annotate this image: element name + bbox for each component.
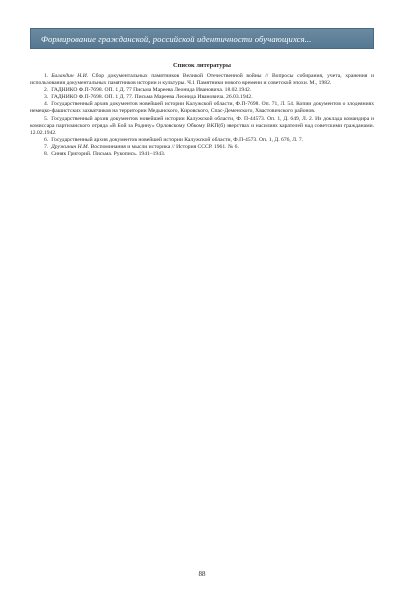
reference-number: 3. [44, 94, 49, 101]
reference-item [30, 137, 374, 144]
reference-item [30, 144, 374, 151]
reference-text: Государственный архив документов новейшей истории Калужской области, Ф.П-7698. Оп. 71, Л. 54. Копии документов о злодеяниях немецко-фашистских захватчиков на территории Медынского, Кировского, Спас-Деменского, Хвастовичского районов. [30, 101, 374, 115]
running-header-title: Формирование гражданской, российской идентичности обучающихся... [41, 33, 312, 44]
reference-number: 8. [44, 151, 49, 158]
reference-text: ГАДНИКО Ф.П-7698. ОП. 1 Д. 77 Письма Мареева Леонида Ивановича. 18.02.1942. [51, 87, 252, 94]
reference-author: Балакдин Н.И. [51, 73, 89, 79]
references-list [30, 73, 374, 158]
reference-item [30, 101, 374, 115]
reference-text: Государственный архив документов новейшей истории Калужской области, Ф.П-4573. Оп. 1, Д. 676, Л. 7. [51, 136, 304, 143]
reference-number: 7. [44, 143, 49, 150]
references-heading: Список литературы [173, 62, 231, 69]
reference-item [30, 73, 374, 87]
reference-text: Воспоминания и мысли историка // История СССР. 1961. № 6. [89, 143, 239, 150]
reference-number: 5. [44, 115, 49, 122]
reference-text: ГАДНИКО Ф.П-7698. ОП. 1 Д. 77. Письма Мареева Леонида Ивановича. 26.03.1942. [51, 94, 253, 101]
page-number: 88 [198, 570, 206, 578]
reference-text: Сбор документальных памятников Великой Отечественной войны // Вопросы собирания, учета, хранения и использования документальных памятников истории и культуры. Ч.1 Памятники нового времени и советской эпохи. М., 1982. [30, 73, 374, 87]
reference-number: 2. [44, 87, 49, 94]
reference-item [30, 87, 374, 94]
reference-author: Дружинин Н.М. [51, 143, 90, 150]
reference-number: 4. [44, 101, 49, 108]
references-section [30, 62, 374, 158]
reference-number: 6. [44, 136, 49, 143]
reference-text: Синяк Григорий. Письма. Рукопись. 1941–1943. [51, 151, 166, 158]
reference-number: 1. [44, 73, 49, 79]
reference-text: Государственный архив документов новейшей истории Калужской области, Ф. П-44573. Оп. 1, Д. 649, Л. 2. Из доклада командира и комиссара партизанского отряда «В Бой за Родину» Орловскому Обкому ВКП(б) зверствах и насилиях карателей над советскими гражданами. 12.02.1942. [30, 115, 374, 136]
reference-item [30, 116, 374, 137]
running-header-banner [30, 28, 374, 49]
reference-item [30, 151, 374, 158]
